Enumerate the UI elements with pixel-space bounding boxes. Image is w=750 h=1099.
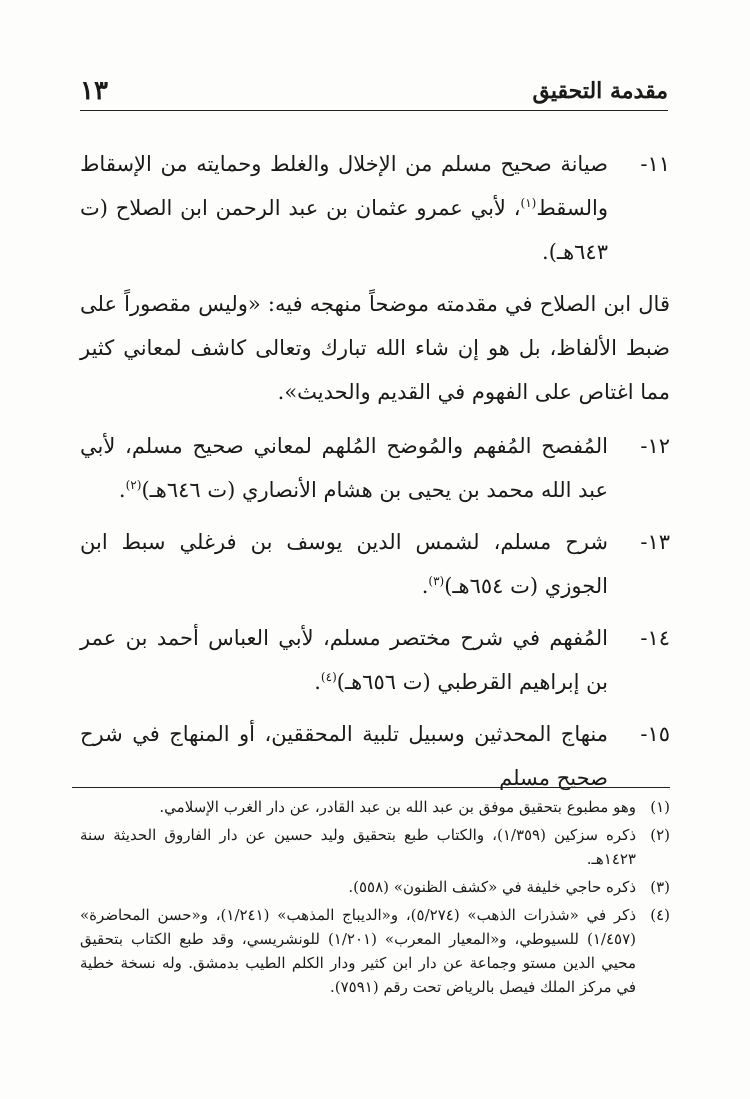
footnote-text: ذكر في «شذرات الذهب» (٥/٢٧٤)، و«الديباج المذهب» (١/٢٤١)، و«حسن المحاضرة» (١/٤٥٧) للسيوطي، و«المعيار المعرب» (١/٢٠١) للونشريسي، وقد طبع الكتاب بتحقيق محيي الدين مستو وجماعة عن دار ابن كثير ودار الكلم الطيب بدمشق. وله نسخة خطية في مركز الملك فيصل بالرياض تحت رقم (٧٥٩١). bbox=[80, 906, 637, 996]
item-number: ١٥- bbox=[640, 722, 670, 746]
footnote-number: (٤) bbox=[650, 906, 670, 924]
item-text: منهاج المحدثين وسبيل تلبية المحققين، أو المنهاج في شرح صحيح مسلم bbox=[80, 722, 608, 790]
footnote bbox=[80, 875, 670, 899]
footnote-text: وهو مطبوع بتحقيق موفق بن عبد الله بن عبد القادر، عن دار الغرب الإسلامي. bbox=[159, 798, 636, 816]
footnote-text: ذكره سزكين (١/٣٥٩)، والكتاب طبع بتحقيق وليد حسين عن دار الفاروق الحديثة سنة ١٤٢٣هـ. bbox=[80, 826, 636, 868]
footnote-number: (٢) bbox=[650, 826, 670, 844]
footnote-number: (١) bbox=[650, 798, 670, 816]
list-item bbox=[80, 424, 670, 512]
list-item bbox=[80, 142, 670, 274]
list-item bbox=[80, 520, 670, 608]
item-number: ١١- bbox=[640, 152, 670, 176]
main-text bbox=[80, 142, 670, 808]
footnote-number: (٣) bbox=[650, 878, 670, 896]
item-text: شرح مسلم، لشمس الدين يوسف بن فرغلي سبط ابن الجوزي (ت ٦٥٤هـ)$^{(٣)}$. bbox=[80, 530, 608, 598]
running-header bbox=[80, 62, 668, 111]
footnote-text: ذكره حاجي خليفة في «كشف الظنون» (٥٥٨). bbox=[348, 878, 636, 896]
footnote bbox=[80, 795, 670, 819]
footnote-ref: (٢) bbox=[125, 478, 142, 492]
quote-paragraph: قال ابن الصلاح في مقدمته موضحاً منهجه فيه: «وليس مقصوراً على ضبط الألفاظ، بل هو إن شاء الله تبارك وتعالى كاشف لمعاني كثير مما اغتاص على الفهوم في القديم والحديث». bbox=[80, 292, 670, 404]
item-text: المُفصح المُفهم والمُوضح المُلهم لمعاني صحيح مسلم، لأبي عبد الله محمد بن يحيى بن هشام الأنصاري (ت ٦٤٦هـ)$^{(٢)}$. bbox=[80, 434, 608, 502]
footnote bbox=[80, 903, 670, 999]
item-number: ١٣- bbox=[640, 530, 670, 554]
header-title: مقدمة التحقيق bbox=[532, 78, 668, 104]
page-number: ١٣ bbox=[80, 76, 108, 106]
footnote-ref: (٣) bbox=[428, 574, 445, 588]
footnote bbox=[80, 823, 670, 871]
item-text: صيانة صحيح مسلم من الإخلال والغلط وحمايته من الإسقاط والسقط$^{(١)}$، لأبي عمرو عثمان بن عبد الرحمن ابن الصلاح (ت ٦٤٣هـ). bbox=[80, 152, 608, 264]
item-number: ١٤- bbox=[640, 626, 670, 650]
item-number: ١٢- bbox=[640, 434, 670, 458]
item-text: المُفهم في شرح مختصر مسلم، لأبي العباس أحمد بن عمر بن إبراهيم القرطبي (ت ٦٥٦هـ)$^{(٤)}$. bbox=[80, 626, 608, 694]
list-item bbox=[80, 616, 670, 704]
footnote-ref: (٤) bbox=[320, 670, 337, 684]
footnotes bbox=[80, 795, 670, 1003]
footnote-ref: (١) bbox=[520, 196, 537, 210]
footnote-divider bbox=[72, 787, 670, 788]
